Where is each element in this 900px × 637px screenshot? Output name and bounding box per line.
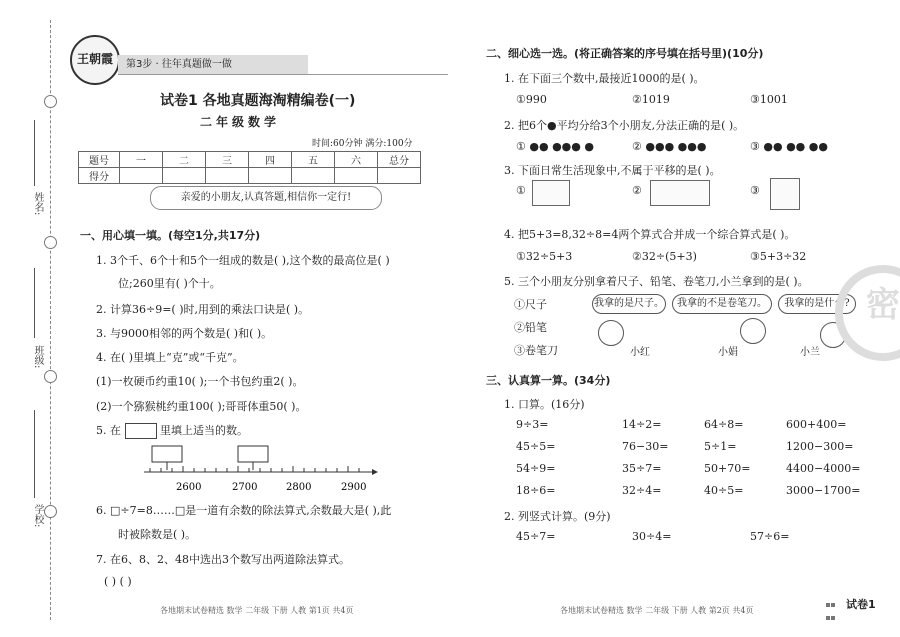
score-cell[interactable] (120, 168, 163, 184)
motto-banner: 亲爱的小朋友,认真答题,相信你一定行! (150, 186, 382, 210)
oral-item: 4400−4000= (786, 462, 861, 475)
abacus-picture (650, 180, 710, 206)
question-4b: (2)一个猕猴桃约重100( );哥哥体重50( )。 (96, 400, 307, 413)
class-label: 班级: (32, 345, 43, 369)
question-4a: (1)一枚硬币约重10( );一个书包约重2( )。 (96, 375, 304, 388)
score-table (78, 151, 421, 184)
option-marker: ① (516, 140, 526, 153)
vertical-item: 57÷6= (750, 530, 790, 543)
score-table-header-row (79, 152, 421, 168)
option[interactable]: ② (632, 184, 642, 197)
option[interactable]: ①32÷5+3 (516, 250, 573, 263)
question-7: 7. 在6、8、2、48中选出3个数写出两道除法算式。 (96, 553, 350, 566)
dots-group: ●● ●●● ● (529, 140, 594, 153)
secret-stamp: 密 (835, 265, 900, 361)
option[interactable]: ③1001 (750, 93, 788, 106)
choice-question-3: 3. 下面日常生活现象中,不属于平移的是( )。 (504, 164, 721, 177)
question-3: 3. 与9000相邻的两个数是( )和( )。 (96, 327, 273, 340)
option[interactable]: ②1019 (632, 93, 670, 106)
oral-item: 600+400= (786, 418, 847, 431)
corner-squares-icon (826, 598, 840, 608)
table-cell: 五 (292, 152, 335, 168)
name-label: 姓名: (32, 192, 43, 216)
oral-item: 64÷8= (704, 418, 744, 431)
choice-question-1: 1. 在下面三个数中,最接近1000的是( )。 (504, 72, 705, 85)
oral-heading: 1. 口算。(16分) (504, 398, 585, 411)
step-label: 第3步 · 往年真题做一做 (118, 55, 308, 75)
window-picture (532, 180, 570, 206)
option-marker: ② (632, 140, 642, 153)
exam-subtitle: 二年级数学 (200, 115, 281, 129)
question-4: 4. 在( )里填上“克”或“千克”。 (96, 351, 244, 364)
tick-label: 2700 (232, 482, 258, 493)
option[interactable]: ③卷笔刀 (514, 344, 558, 357)
question-2: 2. 计算36÷9=( )时,用到的乘法口诀是( )。 (96, 303, 310, 316)
child-name: 小娟 (718, 347, 738, 358)
exam-title: 试卷1 各地真题海淘精编卷(一) (160, 93, 356, 109)
school-line (34, 410, 35, 498)
score-table-score-row (79, 168, 421, 184)
section3-heading: 三、认真算一算。(34分) (486, 374, 611, 387)
choice-question-2: 2. 把6个●平均分给3个小朋友,分法正确的是( )。 (504, 119, 745, 132)
oral-item: 1200−300= (786, 440, 854, 453)
table-cell: 得分 (79, 168, 120, 184)
tick-label: 2600 (176, 482, 202, 493)
number-line (140, 444, 380, 496)
oral-item: 35÷7= (622, 462, 662, 475)
oral-item: 5÷1= (704, 440, 737, 453)
score-cell[interactable] (206, 168, 249, 184)
axis-arrow (372, 469, 378, 475)
binding-hole (44, 505, 57, 518)
number-line-box[interactable] (152, 446, 182, 462)
table-cell: 六 (335, 152, 378, 168)
answer-box[interactable] (125, 423, 157, 439)
table-cell: 总分 (378, 152, 421, 168)
binding-hole (44, 370, 57, 383)
option-marker: ③ (750, 140, 760, 153)
tick-label: 2800 (286, 482, 312, 493)
table-cell: 四 (249, 152, 292, 168)
oral-item: 18÷6= (516, 484, 556, 497)
oral-item: 9÷3= (516, 418, 549, 431)
footer-right: 各地期末试卷精选 数学 二年级 下册 人教 第2页 共4页 (560, 606, 754, 615)
class-line (34, 268, 35, 338)
speech-bubble: 我拿的是尺子。 (592, 294, 666, 314)
oral-item: 76−30= (622, 440, 669, 453)
score-cell[interactable] (378, 168, 421, 184)
name-line (34, 120, 35, 186)
table-cell: 二 (163, 152, 206, 168)
option[interactable]: ③ (750, 184, 760, 197)
question-1b: 位;260里有( )个十。 (118, 277, 221, 290)
question-7-blanks: ( ) ( ) (104, 575, 132, 588)
speech-bubble: 我拿的是什么? (778, 294, 856, 314)
child-avatar (740, 318, 766, 344)
score-cell[interactable] (249, 168, 292, 184)
oral-item: 50+70= (704, 462, 751, 475)
oral-item: 40÷5= (704, 484, 744, 497)
brand-logo: 王朝霞 (70, 35, 120, 85)
option[interactable] (516, 140, 594, 153)
binding-hole (44, 95, 57, 108)
child-name: 小兰 (800, 347, 820, 358)
option[interactable]: ①尺子 (514, 298, 547, 311)
oral-item: 3000−1700= (786, 484, 861, 497)
oral-item: 45÷5= (516, 440, 556, 453)
footer-left: 各地期末试卷精选 数学 二年级 下册 人教 第1页 共4页 (160, 606, 354, 615)
question-5-text: 5. 在 (96, 424, 121, 437)
binding-dashed-line (50, 20, 51, 620)
section1-heading: 一、用心填一填。(每空1分,共17分) (80, 229, 261, 242)
option[interactable]: ②32÷(5+3) (632, 250, 697, 263)
tick-label: 2900 (341, 482, 367, 493)
option[interactable]: ① (516, 184, 526, 197)
table-cell: 题号 (79, 152, 120, 168)
oral-item: 32÷4= (622, 484, 662, 497)
child-avatar (598, 320, 624, 346)
oral-item: 14÷2= (622, 418, 662, 431)
choice-question-5: 5. 三个小朋友分别拿着尺子、铅笔、卷笔刀,小兰拿到的是( )。 (504, 275, 809, 288)
table-cell: 三 (206, 152, 249, 168)
header-rule (118, 74, 448, 75)
door-picture (770, 178, 800, 210)
question-5-text: 里填上适当的数。 (160, 424, 248, 437)
option[interactable] (632, 140, 706, 153)
table-cell: 一 (120, 152, 163, 168)
exam-meta: 时间:60分钟 满分:100分 (312, 139, 413, 149)
oral-item: 54÷9= (516, 462, 556, 475)
number-line-box[interactable] (238, 446, 268, 462)
question-5 (96, 422, 248, 439)
dots-group: ●● ●● ●● (763, 140, 828, 153)
option[interactable]: ②铅笔 (514, 321, 547, 334)
score-cell[interactable] (163, 168, 206, 184)
exam-badge: 试卷1 (846, 598, 876, 611)
question-6b: 时被除数是( )。 (118, 528, 197, 541)
question-1a: 1. 3个千、6个十和5个一组成的数是( ),这个数的最高位是( ) (96, 254, 390, 267)
score-cell[interactable] (335, 168, 378, 184)
question-6a: 6. □÷7=8……□是一道有余数的除法算式,余数最大是( ),此 (96, 504, 392, 517)
option[interactable] (750, 140, 828, 153)
vertical-heading: 2. 列竖式计算。(9分) (504, 510, 611, 523)
option[interactable]: ①990 (516, 93, 547, 106)
vertical-item: 45÷7= (516, 530, 556, 543)
choice-question-4: 4. 把5+3=8,32÷8=4两个算式合并成一个综合算式是( )。 (504, 228, 796, 241)
score-cell[interactable] (292, 168, 335, 184)
section2-heading: 二、细心选一选。(将正确答案的序号填在括号里)(10分) (486, 47, 764, 60)
option[interactable]: ③5+3÷32 (750, 250, 807, 263)
child-name: 小红 (630, 347, 650, 358)
ticks (150, 466, 359, 472)
binding-margin (0, 0, 62, 637)
school-label: 学校: (32, 504, 43, 528)
dots-group: ●●● ●●● (645, 140, 707, 153)
speech-bubble: 我拿的不是卷笔刀。 (672, 294, 772, 314)
binding-hole (44, 236, 57, 249)
vertical-item: 30÷4= (632, 530, 672, 543)
